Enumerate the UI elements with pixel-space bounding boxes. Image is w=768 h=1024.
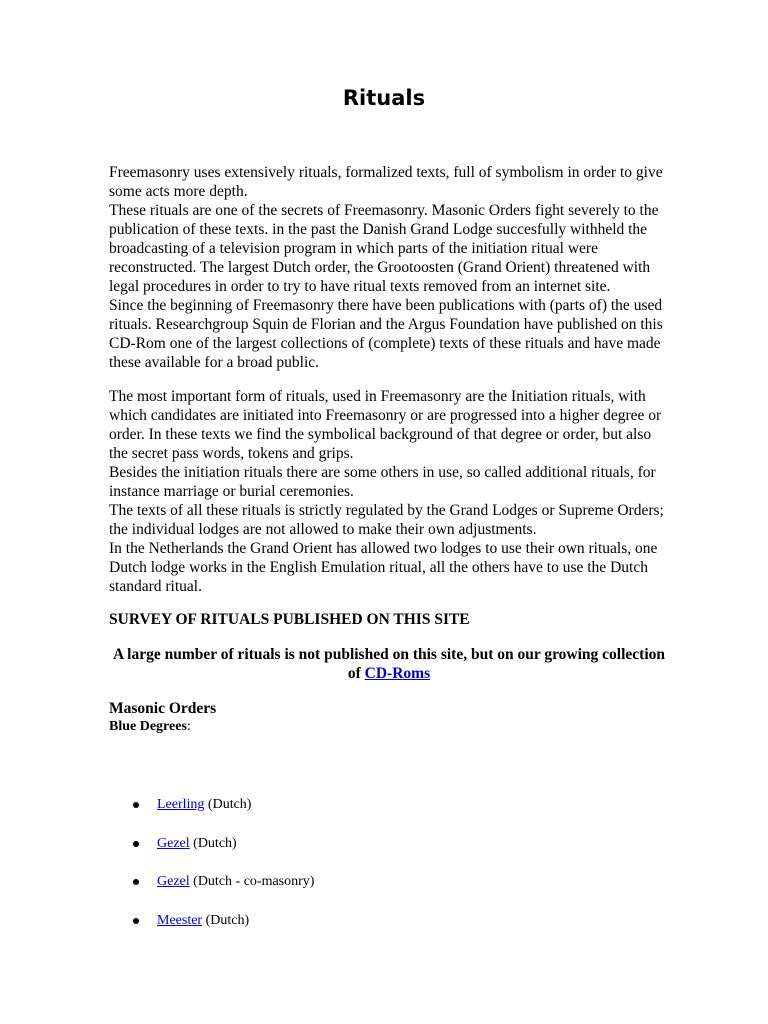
- cd-rom-notice: [109, 645, 669, 683]
- list-item: [109, 835, 629, 874]
- paragraph: The texts of all these rituals is strictly regulated by the Grand Lodges or Supreme Orders; the individual lodges are not allowed to make their own adjustments.: [109, 502, 664, 538]
- ritual-link[interactable]: Gezel: [157, 835, 190, 851]
- ritual-note: (Dutch): [189, 835, 237, 851]
- list-item: [109, 912, 629, 951]
- bullet-icon: [133, 802, 139, 808]
- bullet-icon: [133, 918, 139, 924]
- ritual-link[interactable]: Leerling: [157, 797, 205, 812]
- paragraph: Since the beginning of Freemasonry there have been publications with (parts of) the used rituals. Researchgroup Squin de Florian and the Argus Foundation have published on this CD-Rom one of the largest collections of (complete) texts of these rituals and have made these available for a broad public.: [109, 297, 663, 371]
- list-item: [109, 873, 629, 912]
- paragraph-spacer: [109, 372, 669, 387]
- survey-heading: SURVEY OF RITUALS PUBLISHED ON THIS SITE: [109, 611, 470, 628]
- paragraph: In the Netherlands the Grand Orient has allowed two lodges to use their own rituals, one Dutch lodge works in the English Emulation ritual, all the others have to use the Dutch standard ritual.: [109, 540, 658, 595]
- masonic-orders-heading: Masonic Orders: [109, 700, 217, 717]
- bullet-icon: [133, 841, 139, 847]
- blue-degrees-colon: :: [186, 719, 191, 734]
- bullet-icon: [133, 879, 139, 885]
- cd-roms-link[interactable]: CD-Roms: [364, 665, 431, 682]
- ritual-link[interactable]: Gezel: [157, 874, 190, 889]
- blue-degrees-label: Blue Degrees: [109, 719, 187, 734]
- page-title: Rituals: [342, 86, 426, 110]
- blue-degrees-heading: [109, 718, 669, 736]
- rituals-list: [109, 796, 629, 950]
- ritual-note: (Dutch - co-masonry): [189, 874, 315, 889]
- paragraph: Freemasonry uses extensively rituals, formalized texts, full of symbolism in order to give some acts more depth.: [109, 164, 663, 200]
- paragraph: The most important form of rituals, used in Freemasonry are the Initiation rituals, with which candidates are initiated into Freemasonry or are progressed into a higher degree or order. In these texts we find the symbolical background of that degree or order, but also the secret pass words, tokens and grips.: [109, 388, 662, 462]
- paragraph: Besides the initiation rituals there are some others in use, so called additional rituals, for instance marriage or burial ceremonies.: [109, 464, 656, 500]
- ritual-note: (Dutch): [204, 797, 252, 812]
- ritual-note: (Dutch): [202, 912, 250, 928]
- notice-text: A large number of rituals is not published on this site, but on our growing collection of: [112, 646, 666, 682]
- ritual-link[interactable]: Meester: [157, 912, 203, 928]
- document-body: [109, 163, 669, 736]
- paragraph: These rituals are one of the secrets of Freemasonry. Masonic Orders fight severely to the publication of these texts. in the past the Danish Grand Lodge succesfully withheld the broadcasting of a television program in which parts of the initiation ritual were reconstructed. The largest Dutch order, the Grootoosten (Grand Orient) threatened with legal procedures in order to try to have ritual texts removed from an internet site.: [109, 202, 659, 295]
- list-item: [109, 796, 629, 835]
